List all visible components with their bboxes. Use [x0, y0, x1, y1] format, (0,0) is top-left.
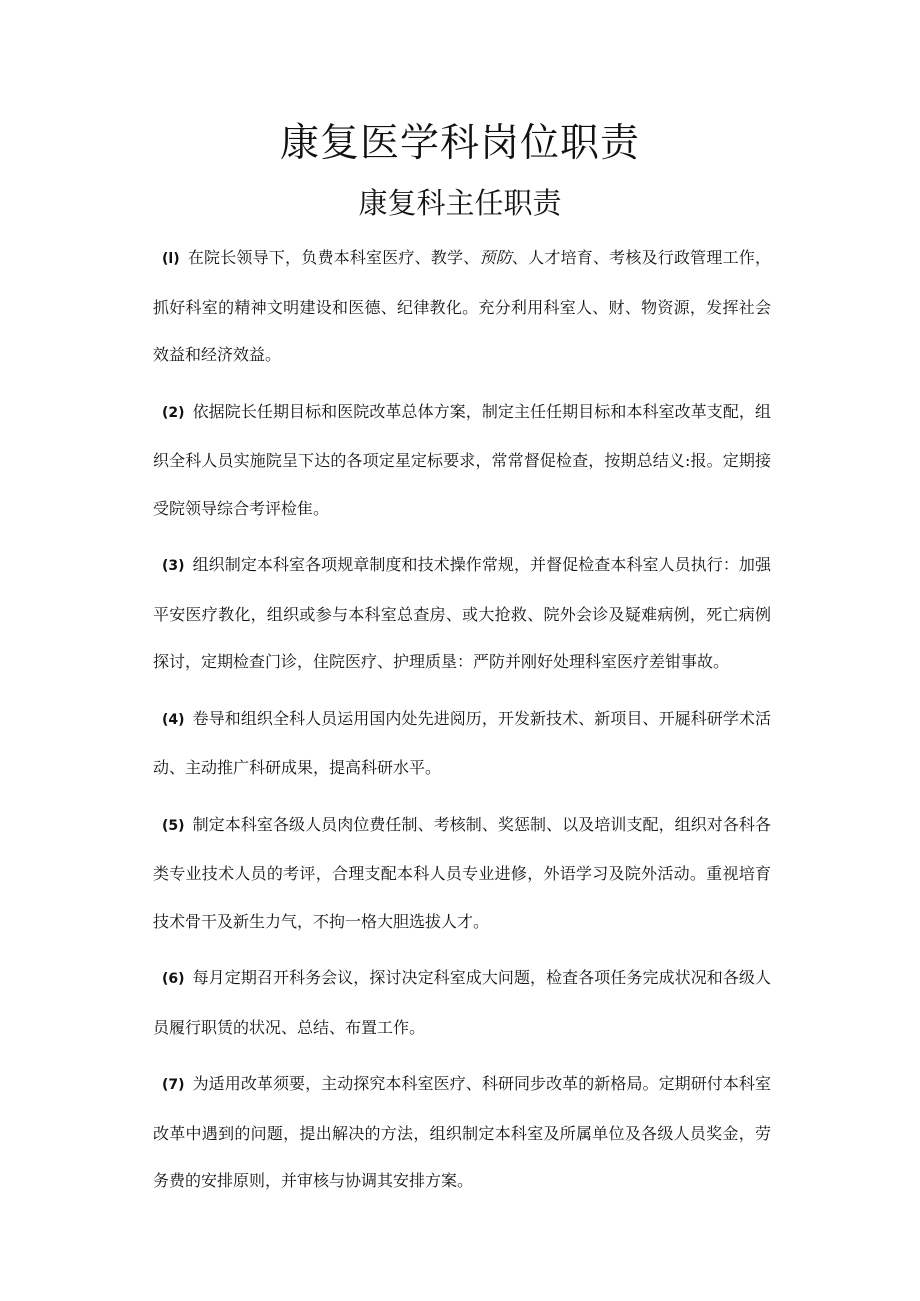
paragraph-text: 、人才培育、考核及行政管理工作，抓好科室的精神文明建设和医德、纪律教化。充分利用科室人、财、物资源，发挥社会效益和经济效益。 — [153, 248, 771, 364]
duty-paragraph — [153, 801, 771, 946]
paragraph-number: (6) — [162, 971, 185, 987]
duty-paragraph — [153, 388, 771, 533]
paragraph-text: 为适用改革须要，主动探究本科室医疗、科研同步改革的新格局。定期研付本科室改革中遇到的问题，提出解决的方法，组织制定本科室及所属单位及各级人员奖金，劳务费的安排原则，并审核与协调其安排方案。 — [153, 1074, 771, 1190]
duty-paragraph — [153, 541, 771, 686]
paragraph-text: 卷导和组织全科人员运用国内处先进阅历，开发新技术、新项目、开屣科研学术活动、主动推广科研成果，提高科研水平。 — [153, 708, 771, 777]
paragraph-text: 组织制定本科室各项规章制度和技术操作常规，并督促检查本科室人员执行：加强平安医疗教化，组织或参与本科室总查房、或大抢救、院外会诊及疑难病例，死亡病例探讨，定期检查门诊，住院医疗、护理质垦：严防并刚好处理科室医疗差钳事故。 — [153, 555, 771, 671]
paragraph-number: (4) — [162, 711, 185, 728]
duty-paragraph — [153, 1060, 771, 1205]
paragraph-text: 预防 — [479, 248, 512, 267]
paragraph-number: (3) — [162, 558, 185, 574]
paragraph-text: 制定本科室各级人员肉位费任制、考核制、奖惩制、以及培训支配，组织对各科各类专业技术人员的考评，合理支配本科人员专业进修，外语学习及院外活动。重视培育技术骨干及新生力气，不拘一格大胆选拔人才。 — [153, 814, 771, 931]
duty-paragraph — [153, 234, 771, 379]
document-title: 康复医学科岗位职责 — [279, 121, 640, 166]
paragraph-number: (5) — [162, 817, 185, 834]
duty-paragraph — [153, 695, 771, 792]
document-body — [153, 234, 771, 1214]
paragraph-text: 每月定期召开科务会议，探讨决定科室成大问题，检査各项任务完成状况和各级人员履行职赁的状况、总结、布置工作。 — [153, 968, 771, 1037]
paragraph-text: 依据院长任期目标和医院改革总体方案，制定主任任期目标和本科室改革支配，组织全科人员实施院呈下达的各项定星定标要求，常常督促检查，按期总结义:报。定期接受院领导综合考评检隹。 — [153, 401, 771, 518]
duty-paragraph — [153, 954, 771, 1051]
paragraph-number: (2) — [162, 404, 185, 421]
paragraph-text: 在院长领导下，负费本科室医疗、教学、 — [187, 248, 480, 267]
paragraph-number: (l) — [162, 251, 180, 267]
section-subtitle: 康复科主任职责 — [358, 186, 562, 220]
paragraph-number: (7) — [162, 1077, 185, 1093]
